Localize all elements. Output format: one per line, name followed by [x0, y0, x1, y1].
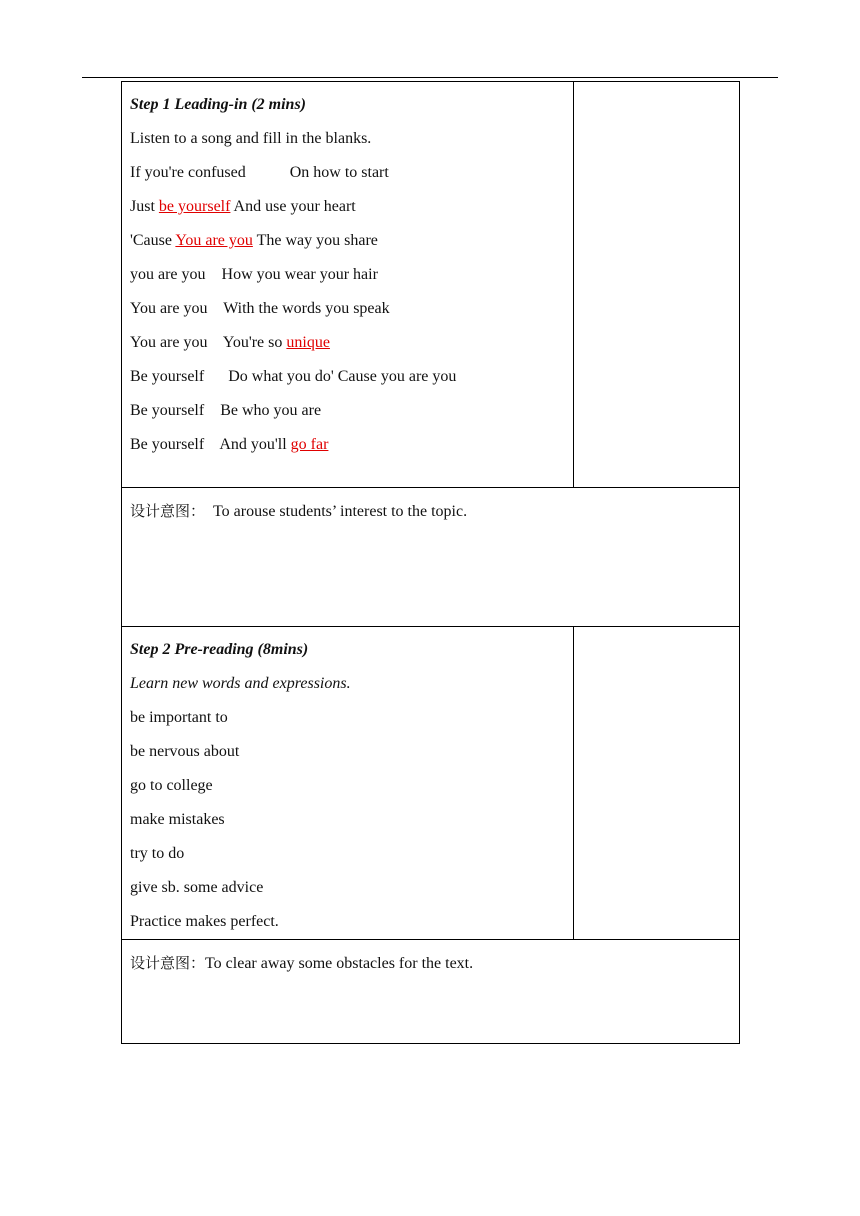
vocab-line — [130, 803, 565, 837]
lyric-text: The way you share — [252, 232, 378, 249]
vocab-text: Practice makes perfect. — [130, 913, 279, 930]
blank-answer: You are you — [175, 232, 253, 249]
lyric-text: If you're confused On how to start — [130, 164, 389, 181]
step1-row — [122, 82, 740, 488]
vocab-line — [130, 905, 565, 939]
intent1-cell — [122, 488, 740, 627]
lyric-text: 'Cause — [130, 232, 176, 249]
step1-notes-cell — [574, 82, 740, 488]
step2-vocabulary — [130, 701, 565, 939]
lyric-text: Be yourself Be who you are — [130, 402, 322, 419]
intent1-label: 设计意图： — [130, 502, 206, 520]
intent2-row — [122, 940, 740, 1044]
lyric-line — [130, 258, 565, 292]
step2-content-cell — [122, 627, 574, 940]
vocab-text: make mistakes — [130, 811, 225, 828]
vocab-line — [130, 769, 565, 803]
step1-lyrics — [130, 156, 565, 462]
lyric-line — [130, 190, 565, 224]
lyric-line — [130, 326, 565, 360]
step2-instruction: Learn new words and expressions. — [130, 675, 351, 692]
lesson-plan-table — [121, 81, 740, 1044]
vocab-line — [130, 837, 565, 871]
lyric-text: Be yourself And you'll — [130, 436, 291, 453]
vocab-line — [130, 701, 565, 735]
blank-answer: go far — [290, 436, 329, 453]
vocab-line — [130, 871, 565, 905]
intent2-cell — [122, 940, 740, 1044]
blank-answer: be yourself — [158, 198, 231, 215]
intent2-label: 设计意图： — [130, 954, 206, 972]
step2-title: Step 2 Pre-reading (8mins) — [130, 641, 309, 658]
lyric-line — [130, 360, 565, 394]
step1-content-cell — [122, 82, 574, 488]
lyric-line — [130, 292, 565, 326]
intent2-text: To clear away some obstacles for the text. — [205, 955, 474, 972]
lyric-text: You are you You're so — [130, 334, 287, 351]
lyric-text: You are you With the words you speak — [130, 300, 390, 317]
vocab-text: give sb. some advice — [130, 879, 264, 896]
lyric-line — [130, 224, 565, 258]
intent1-text: To arouse students’ interest to the topic. — [205, 503, 468, 520]
lyric-text: And use your heart — [230, 198, 356, 215]
vocab-text: try to do — [130, 845, 185, 862]
step1-instruction: Listen to a song and fill in the blanks. — [130, 130, 372, 147]
vocab-text: go to college — [130, 777, 213, 794]
lyric-line — [130, 156, 565, 190]
step2-notes-cell — [574, 627, 740, 940]
blank-answer: unique — [286, 334, 330, 351]
vocab-line — [130, 735, 565, 769]
lyric-line — [130, 428, 565, 462]
intent1-row — [122, 488, 740, 627]
lyric-text: you are you How you wear your hair — [130, 266, 378, 283]
lyric-line — [130, 394, 565, 428]
lyric-text: Just — [130, 198, 159, 215]
vocab-text: be nervous about — [130, 743, 240, 760]
lyric-text: Be yourself Do what you do' Cause you are you — [130, 368, 457, 385]
step2-row — [122, 627, 740, 940]
vocab-text: be important to — [130, 709, 228, 726]
header-rule — [82, 77, 778, 78]
step1-title: Step 1 Leading-in (2 mins) — [130, 96, 307, 113]
